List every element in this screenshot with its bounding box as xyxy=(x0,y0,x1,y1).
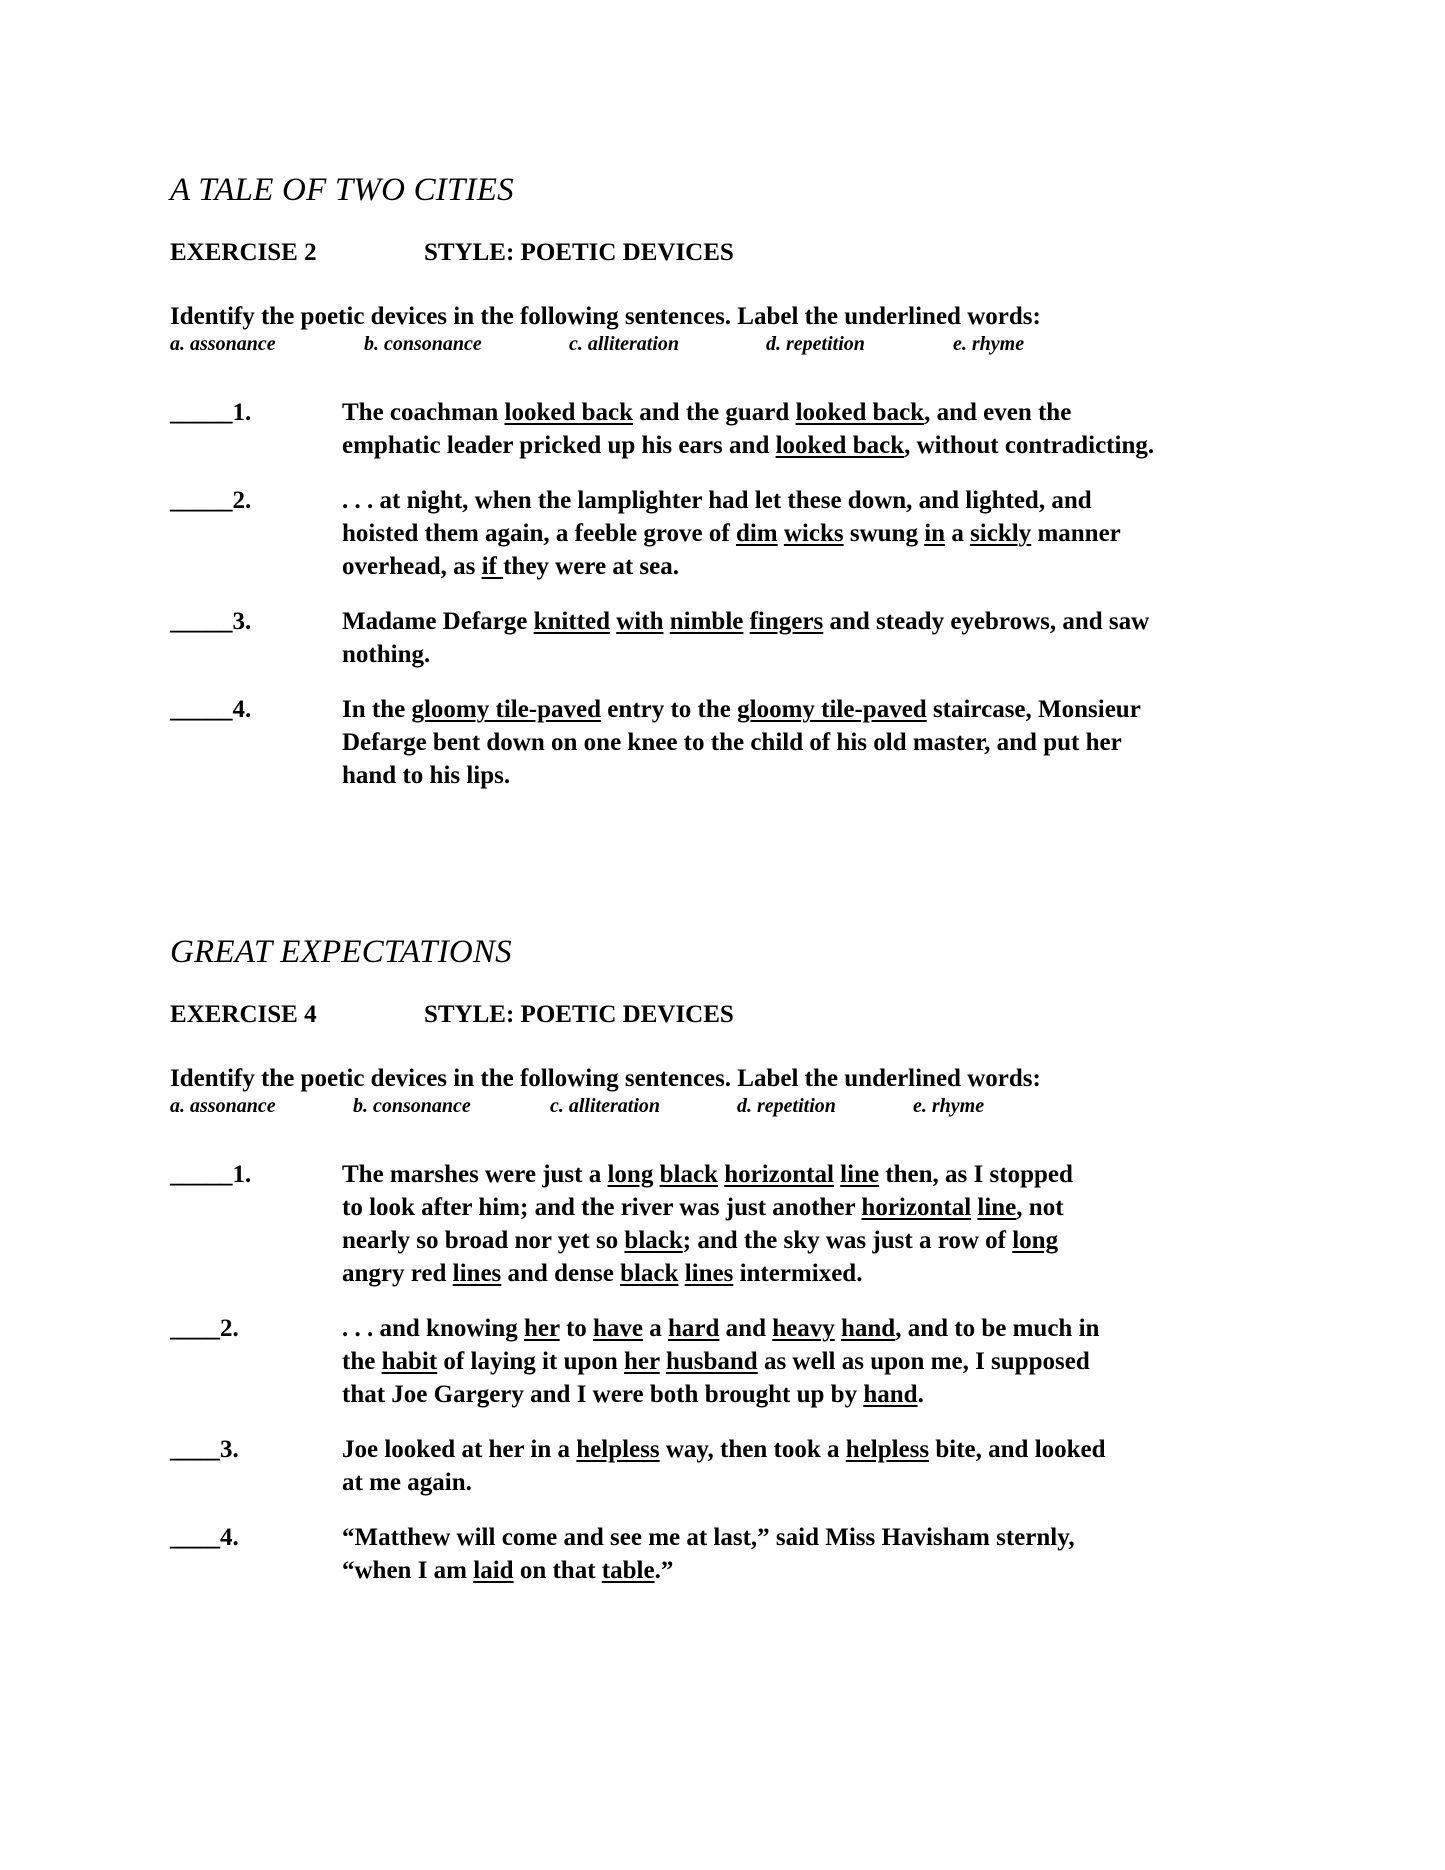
underlined-word: looked back xyxy=(795,399,925,426)
choice-d: d. repetition xyxy=(766,333,865,355)
book-title: A TALE OF TWO CITIES xyxy=(170,172,514,208)
exercise-number: EXERCISE 4 xyxy=(170,1001,317,1028)
item-sentence xyxy=(342,396,1300,462)
underlined-word: husband xyxy=(665,1348,758,1375)
underlined-word: have xyxy=(593,1315,644,1342)
exercise-item xyxy=(170,1158,1300,1290)
item-sentence xyxy=(342,693,1300,792)
underlined-word: long xyxy=(607,1161,654,1188)
exercise-items xyxy=(170,396,1300,792)
underlined-word: table xyxy=(601,1557,655,1584)
underlined-word: heavy xyxy=(772,1315,835,1342)
choice-a: a. assonance xyxy=(170,333,276,355)
underlined-word: her xyxy=(624,1348,660,1375)
underlined-word: lines xyxy=(684,1260,734,1287)
underlined-word: black xyxy=(659,1161,718,1188)
exercise-item xyxy=(170,693,1300,792)
underlined-word: hard xyxy=(668,1315,720,1342)
instructions: Identify the poetic devices in the following sentences. Label the underlined words: xyxy=(170,1065,1041,1092)
item-answer-blank[interactable]: ____2. xyxy=(170,1315,239,1342)
sentence-line: The coachman looked back and the guard looked back, and even the xyxy=(342,399,1072,426)
choices-list xyxy=(170,1094,1300,1118)
choices-list xyxy=(170,332,1300,356)
sentence-line: “when I am laid on that table.” xyxy=(342,1557,674,1584)
sentence-line: to look after him; and the river was just another horizontal line, not xyxy=(342,1194,1064,1221)
underlined-word: black xyxy=(620,1260,679,1287)
exercise-header xyxy=(170,1000,1300,1030)
book-title: GREAT EXPECTATIONS xyxy=(170,934,512,970)
exercise-header xyxy=(170,238,1300,268)
exercise-item xyxy=(170,484,1300,583)
sentence-line: at me again. xyxy=(342,1469,472,1496)
instructions: Identify the poetic devices in the following sentences. Label the underlined words: xyxy=(170,303,1041,330)
underlined-word: dim xyxy=(735,520,778,547)
item-answer-blank[interactable]: ____4. xyxy=(170,1524,239,1551)
underlined-word: long xyxy=(1012,1227,1059,1254)
exercise-item xyxy=(170,396,1300,462)
sentence-line: nearly so broad nor yet so black; and the sky was just a row of long xyxy=(342,1227,1059,1254)
sentence-line: Defarge bent down on one knee to the child of his old master, and put her xyxy=(342,729,1122,756)
underlined-word: line xyxy=(840,1161,880,1188)
underlined-word: hand xyxy=(840,1315,896,1342)
sentence-line: “Matthew will come and see me at last,” said Miss Havisham sternly, xyxy=(342,1524,1075,1551)
item-answer-blank[interactable]: _____1. xyxy=(170,1161,252,1188)
underlined-word: looked back xyxy=(775,432,905,459)
sentence-line: Madame Defarge knitted with nimble fingers and steady eyebrows, and saw xyxy=(342,608,1150,635)
choice-d: d. repetition xyxy=(737,1095,836,1117)
exercise-item xyxy=(170,1312,1300,1411)
underlined-word: wicks xyxy=(783,520,844,547)
underlined-word: fingers xyxy=(749,608,824,635)
underlined-word: gloomy tile-paved xyxy=(737,696,927,723)
exercise-items xyxy=(170,1158,1300,1587)
choice-e: e. rhyme xyxy=(953,333,1025,355)
underlined-word: looked back xyxy=(504,399,634,426)
choice-b: b. consonance xyxy=(364,333,482,355)
section-great-expectations xyxy=(170,932,1300,1587)
underlined-word: black xyxy=(624,1227,683,1254)
underlined-word: sickly xyxy=(970,520,1032,547)
choice-b: b. consonance xyxy=(353,1095,471,1117)
underlined-word: her xyxy=(524,1315,560,1342)
sentence-line: . . . and knowing her to have a hard and heavy hand, and to be much in xyxy=(342,1315,1100,1342)
exercise-style: STYLE: POETIC DEVICES xyxy=(424,239,734,266)
underlined-word: horizontal xyxy=(724,1161,834,1188)
sentence-line: The marshes were just a long black horizontal line then, as I stopped xyxy=(342,1161,1073,1188)
sentence-line: Joe looked at her in a helpless way, then took a helpless bite, and looked xyxy=(342,1436,1106,1463)
underlined-word: habit xyxy=(381,1348,438,1375)
sentence-line: In the gloomy tile-paved entry to the gloomy tile-paved staircase, Monsieur xyxy=(342,696,1141,723)
item-sentence xyxy=(342,1312,1300,1411)
underlined-word: in xyxy=(924,520,946,547)
sentence-line: . . . at night, when the lamplighter had let these down, and lighted, and xyxy=(342,487,1092,514)
underlined-word: hand xyxy=(863,1381,918,1408)
choice-c: c. alliteration xyxy=(569,333,679,355)
sentence-line: that Joe Gargery and I were both brought up by hand. xyxy=(342,1381,924,1408)
sentence-line: angry red lines and dense black lines intermixed. xyxy=(342,1260,863,1287)
exercise-number: EXERCISE 2 xyxy=(170,239,317,266)
underlined-word: helpless xyxy=(576,1436,660,1463)
exercise-style: STYLE: POETIC DEVICES xyxy=(424,1001,734,1028)
item-sentence xyxy=(342,1158,1300,1290)
underlined-word: if xyxy=(481,553,504,580)
underlined-word: laid xyxy=(473,1557,514,1584)
sentence-line: hoisted them again, a feeble grove of dim wicks swung in a sickly manner xyxy=(342,520,1121,547)
sentence-line: overhead, as if they were at sea. xyxy=(342,553,679,580)
sentence-line: emphatic leader pricked up his ears and looked back, without contradicting. xyxy=(342,432,1155,459)
item-answer-blank[interactable]: _____3. xyxy=(170,608,252,635)
underlined-word: line xyxy=(977,1194,1017,1221)
item-sentence xyxy=(342,484,1300,583)
underlined-word: with xyxy=(616,608,664,635)
exercise-item xyxy=(170,1433,1300,1499)
item-answer-blank[interactable]: _____1. xyxy=(170,399,252,426)
underlined-word: horizontal xyxy=(861,1194,972,1221)
item-sentence xyxy=(342,1521,1300,1587)
section-tale-of-two-cities xyxy=(170,170,1300,792)
choice-e: e. rhyme xyxy=(913,1095,985,1117)
item-sentence xyxy=(342,1433,1300,1499)
sentence-line: hand to his lips. xyxy=(342,762,511,789)
item-answer-blank[interactable]: ____3. xyxy=(170,1436,239,1463)
underlined-word: helpless xyxy=(845,1436,930,1463)
underlined-word: lines xyxy=(452,1260,502,1287)
underlined-word: nimble xyxy=(669,608,744,635)
sentence-line: the habit of laying it upon her husband as well as upon me, I supposed xyxy=(342,1348,1090,1375)
item-sentence xyxy=(342,605,1300,671)
exercise-item xyxy=(170,1521,1300,1587)
choice-c: c. alliteration xyxy=(550,1095,660,1117)
underlined-word: knitted xyxy=(533,608,610,635)
item-answer-blank[interactable]: _____4. xyxy=(170,696,252,723)
underlined-word: gloomy tile-paved xyxy=(411,696,602,723)
choice-a: a. assonance xyxy=(170,1095,276,1117)
item-answer-blank[interactable]: _____2. xyxy=(170,487,252,514)
sentence-line: nothing. xyxy=(342,641,431,668)
exercise-item xyxy=(170,605,1300,671)
